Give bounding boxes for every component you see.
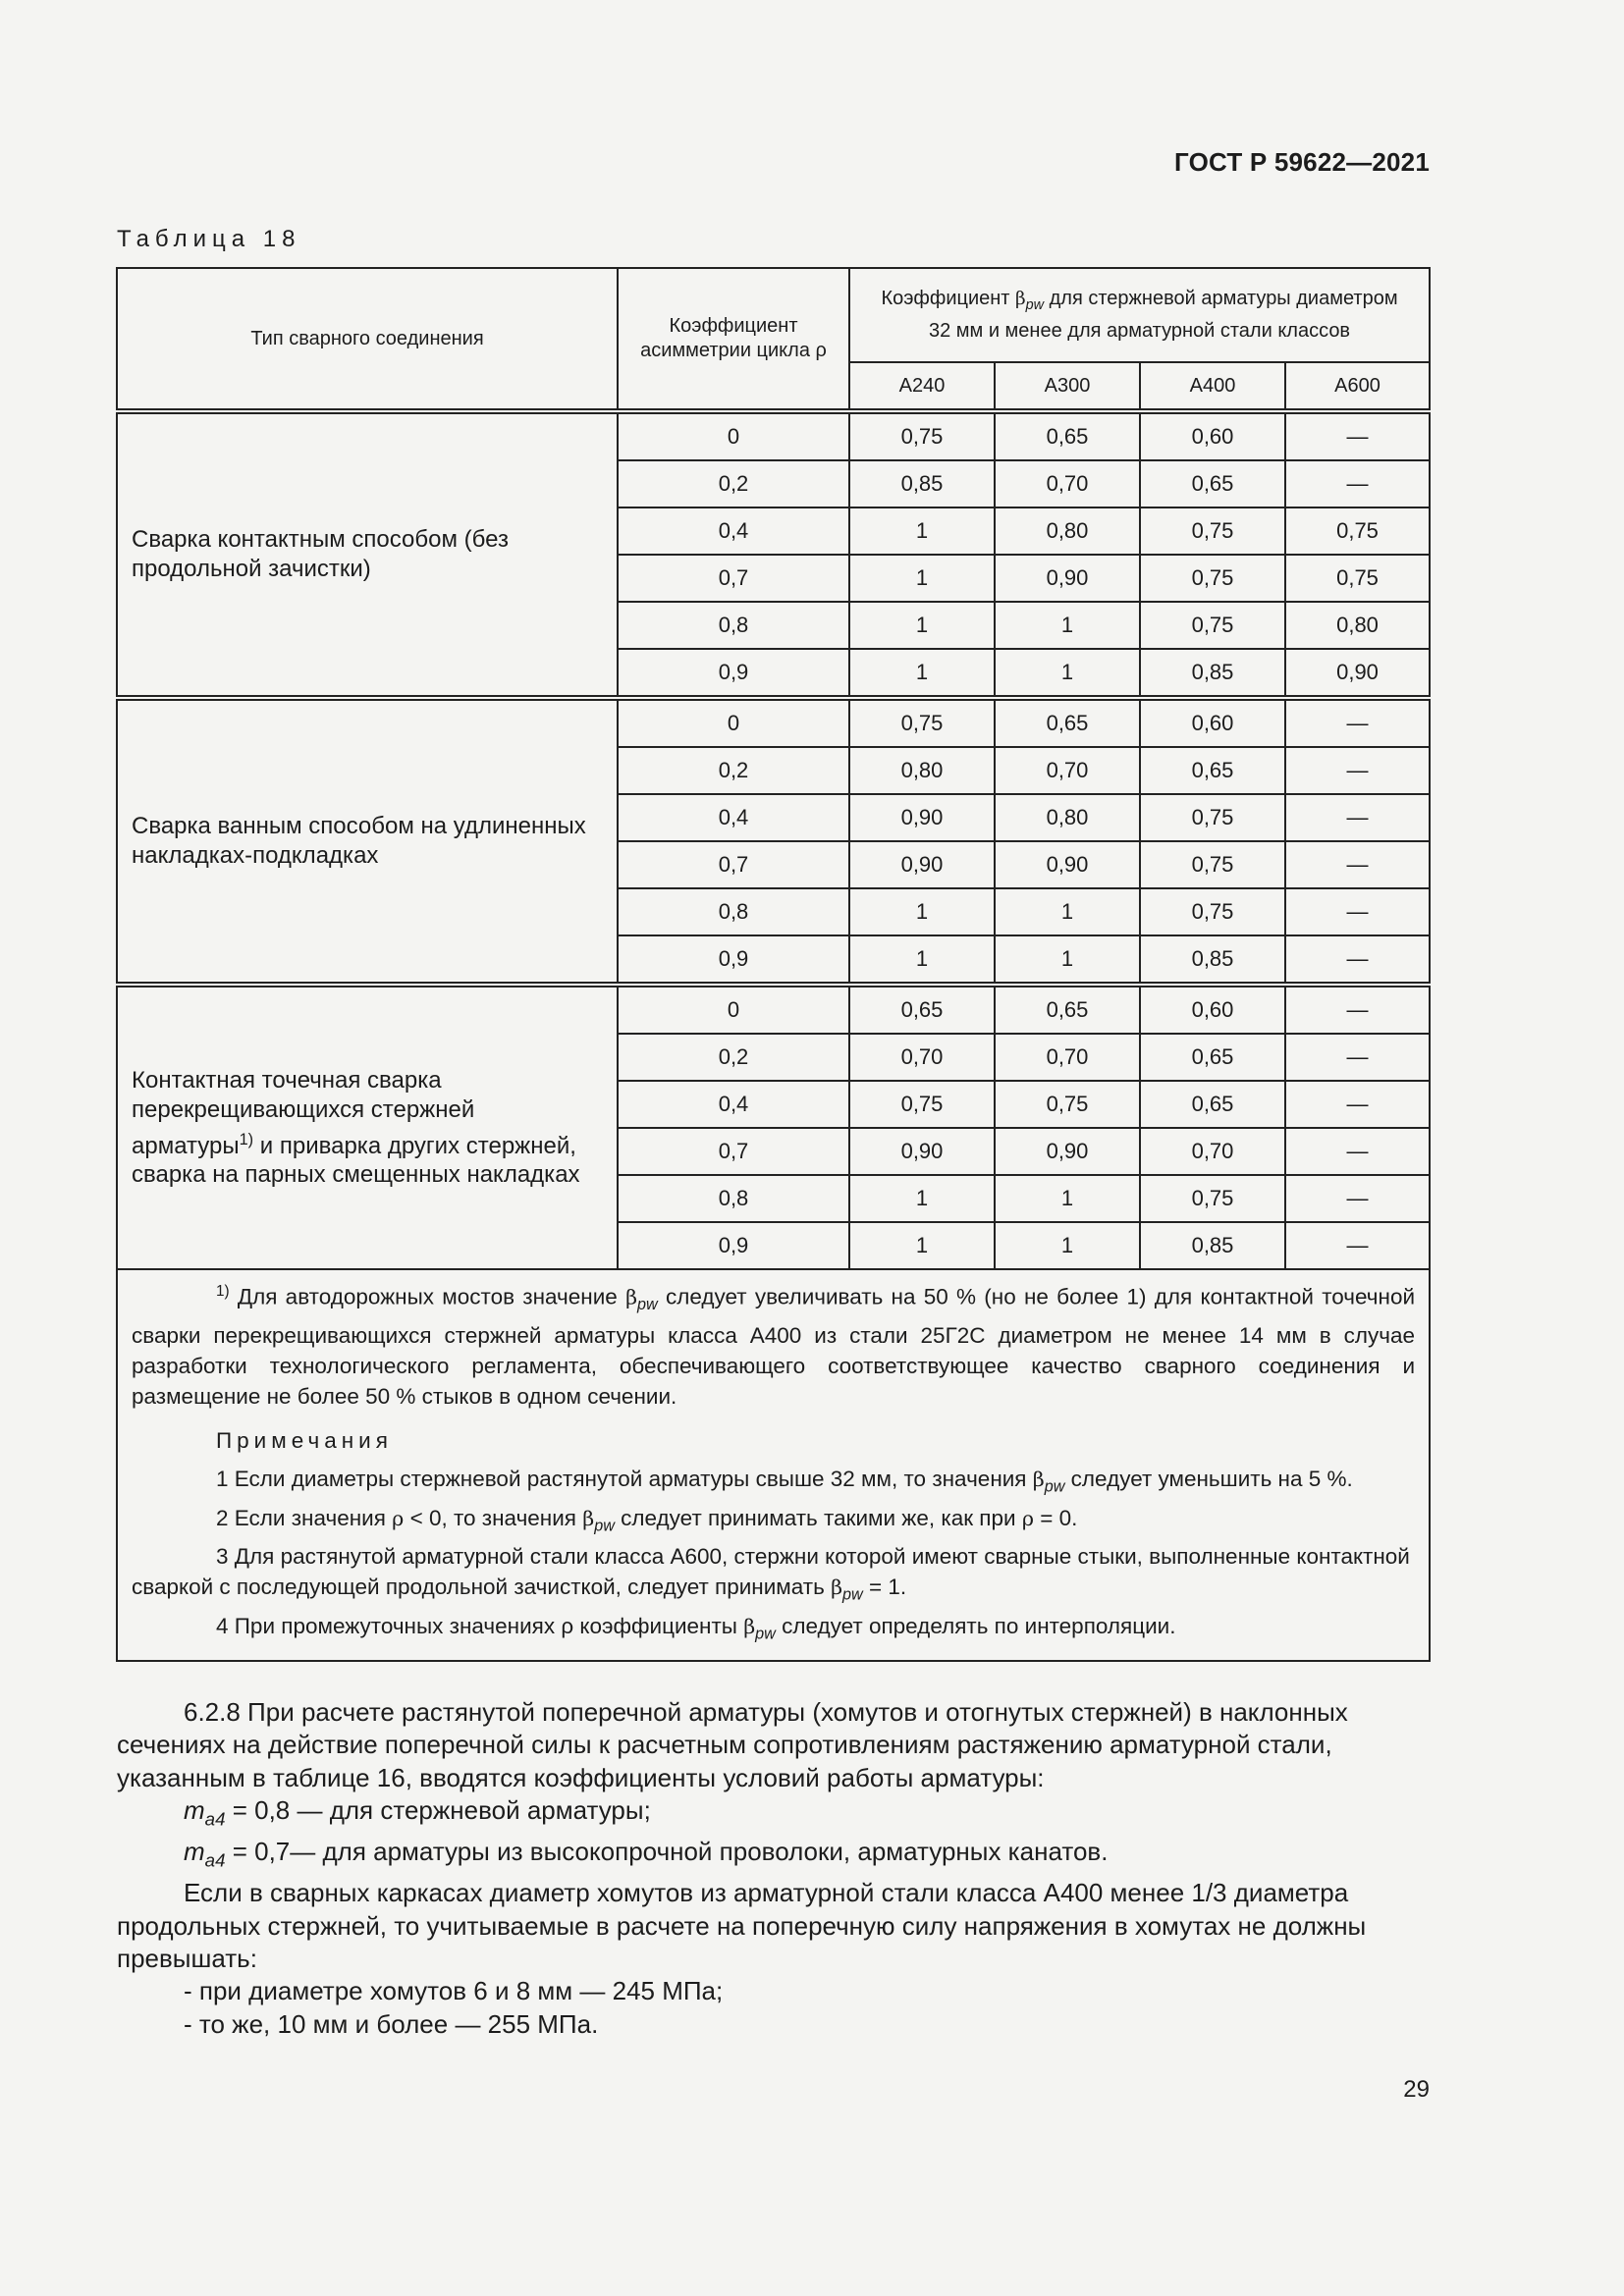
value-cell: —: [1285, 985, 1430, 1034]
header-weld-type: Тип сварного соединения: [117, 268, 618, 411]
coefficient-table: [116, 267, 1431, 1662]
value-cell: 1: [849, 1175, 995, 1222]
note-4: 4 При промежуточных значениях ρ коэффициенты $\beta_{pw}$ следует определять по интерполяции.: [216, 1614, 1176, 1643]
value-cell: 1: [849, 935, 995, 985]
rho-cell: 0,9: [618, 1222, 849, 1269]
value-cell: 0,80: [1285, 602, 1430, 649]
rho-cell: 0,4: [618, 507, 849, 555]
value-cell: 0,70: [995, 1034, 1140, 1081]
value-cell: 0,85: [1140, 935, 1285, 985]
list-item: - при диаметре хомутов 6 и 8 мм — 245 МПа;: [184, 1976, 724, 2006]
value-cell: 0,60: [1140, 985, 1285, 1034]
value-cell: 1: [849, 507, 995, 555]
value-cell: —: [1285, 747, 1430, 794]
value-cell: 1: [995, 888, 1140, 935]
value-cell: 1: [995, 1175, 1140, 1222]
rho-cell: 0,2: [618, 460, 849, 507]
value-cell: 0,75: [1140, 888, 1285, 935]
value-cell: 1: [995, 935, 1140, 985]
value-cell: 0,75: [1140, 602, 1285, 649]
rho-cell: 0,7: [618, 555, 849, 602]
note-3: 3 Для растянутой арматурной стали класса А600, стержни которой имеют сварные стыки, выполненные контактной сваркой с последующей продольной зачисткой, следует принимать $\beta_{pw} = 1$.: [132, 1544, 1410, 1605]
rho-cell: 0,4: [618, 1081, 849, 1128]
value-cell: 0,65: [849, 985, 995, 1034]
value-cell: —: [1285, 698, 1430, 747]
value-cell: —: [1285, 1081, 1430, 1128]
value-cell: 1: [849, 649, 995, 698]
value-cell: 0,65: [1140, 460, 1285, 507]
value-cell: 0,70: [995, 747, 1140, 794]
value-cell: 0,75: [849, 1081, 995, 1128]
table-row: [117, 411, 1430, 460]
value-cell: —: [1285, 411, 1430, 460]
paragraph-6-2-8: 6.2.8 При расчете растянутой поперечной арматуры (хомутов и отогнутых стержней) в наклонных сечениях на действие поперечной силы к расчетным сопротивлениям растяжению арматурной стали, указанным в таблице 16, вводятся коэффициенты условий работы арматуры:: [117, 1697, 1348, 1792]
note-1: 1 Если диаметры стержневой растянутой арматуры свыше 32 мм, то значения $\beta_{pw}$ следует уменьшить на 5 %.: [216, 1467, 1353, 1496]
weld-type-cell: Сварка контактным способом (без продольной зачистки): [117, 411, 618, 698]
group-spot-welding: [117, 985, 1430, 1269]
value-cell: 0,90: [995, 1128, 1140, 1175]
note-2: 2 Если значения ρ < 0, то значения $\beta_{pw}$ следует принимать такими же, как при ρ = 0.: [216, 1505, 1078, 1535]
table-caption: Таблица 18: [117, 226, 301, 252]
coefficient-m-a4-second: $m_{a4}$ = 0,7— для арматуры из высокопрочной проволоки, арматурных канатов.: [184, 1837, 1109, 1871]
value-cell: 0,80: [995, 794, 1140, 841]
rho-cell: 0: [618, 698, 849, 747]
group-contact-welding: [117, 411, 1430, 698]
value-cell: —: [1285, 1128, 1430, 1175]
value-cell: —: [1285, 888, 1430, 935]
header-class-a600: А600: [1285, 362, 1430, 411]
value-cell: 0,75: [995, 1081, 1140, 1128]
rho-cell: 0,7: [618, 1128, 849, 1175]
value-cell: —: [1285, 1222, 1430, 1269]
rho-cell: 0,9: [618, 649, 849, 698]
value-cell: 0,75: [1285, 555, 1430, 602]
table-row: [117, 985, 1430, 1034]
rho-cell: 0,4: [618, 794, 849, 841]
table-notes: [117, 1269, 1430, 1661]
value-cell: —: [1285, 460, 1430, 507]
value-cell: 0,75: [1140, 1175, 1285, 1222]
header-class-a400: А400: [1140, 362, 1285, 411]
value-cell: 0,85: [1140, 649, 1285, 698]
header-class-a300: А300: [995, 362, 1140, 411]
value-cell: 0,90: [995, 841, 1140, 888]
rho-cell: 0,8: [618, 602, 849, 649]
value-cell: 0,75: [849, 411, 995, 460]
header-beta-coefficient: Коэффициент $\beta_{pw}$ для стержневой арматуры диаметром 32 мм и менее для арматурной стали классов: [849, 268, 1430, 362]
value-cell: 0,70: [995, 460, 1140, 507]
value-cell: —: [1285, 841, 1430, 888]
value-cell: 0,65: [1140, 747, 1285, 794]
value-cell: 0,90: [849, 841, 995, 888]
value-cell: —: [1285, 935, 1430, 985]
value-cell: 0,65: [1140, 1081, 1285, 1128]
value-cell: 0,90: [1285, 649, 1430, 698]
rho-cell: 0,9: [618, 935, 849, 985]
value-cell: —: [1285, 1175, 1430, 1222]
value-cell: 0,75: [1285, 507, 1430, 555]
rho-cell: 0,2: [618, 747, 849, 794]
value-cell: 1: [849, 1222, 995, 1269]
value-cell: 0,70: [849, 1034, 995, 1081]
header-class-a240: А240: [849, 362, 995, 411]
value-cell: 0,65: [1140, 1034, 1285, 1081]
value-cell: —: [1285, 794, 1430, 841]
value-cell: 1: [995, 1222, 1140, 1269]
value-cell: 0,80: [995, 507, 1140, 555]
rho-cell: 0,8: [618, 1175, 849, 1222]
value-cell: 0,75: [1140, 794, 1285, 841]
value-cell: 0,60: [1140, 698, 1285, 747]
value-cell: 0,65: [995, 698, 1140, 747]
value-cell: 0,90: [995, 555, 1140, 602]
rho-cell: 0,8: [618, 888, 849, 935]
value-cell: 0,90: [849, 794, 995, 841]
value-cell: 0,80: [849, 747, 995, 794]
rho-cell: 0,2: [618, 1034, 849, 1081]
value-cell: 0,65: [995, 985, 1140, 1034]
value-cell: 0,70: [1140, 1128, 1285, 1175]
value-cell: 0,75: [849, 698, 995, 747]
paragraph-stirrups: Если в сварных каркасах диаметр хомутов из арматурной стали класса А400 менее 1/3 диаметра продольных стержней, то учитываемые в расчете на поперечную силу напряжения в хомутах не должны превышать:: [117, 1878, 1367, 1973]
value-cell: 0,75: [1140, 841, 1285, 888]
value-cell: 1: [849, 888, 995, 935]
value-cell: 0,60: [1140, 411, 1285, 460]
page-number: 29: [1403, 2076, 1430, 2103]
table-row: [117, 698, 1430, 747]
notes-title: Примечания: [216, 1428, 393, 1454]
value-cell: 1: [995, 602, 1140, 649]
coefficient-m-a4-first: $m_{a4} = 0,8$ — для стержневой арматуры;: [184, 1795, 651, 1830]
body-text: [117, 1696, 1431, 2041]
rho-cell: 0: [618, 411, 849, 460]
value-cell: 0,65: [995, 411, 1140, 460]
weld-type-cell: Сварка ванным способом на удлиненных накладках-подкладках: [117, 698, 618, 985]
value-cell: 0,85: [849, 460, 995, 507]
value-cell: 1: [849, 602, 995, 649]
value-cell: —: [1285, 1034, 1430, 1081]
document-code: ГОСТ Р 59622—2021: [1174, 147, 1430, 177]
value-cell: 0,75: [1140, 507, 1285, 555]
header-asymmetry-coefficient: Коэффициент асимметрии цикла ρ: [618, 268, 849, 411]
rho-cell: 0,7: [618, 841, 849, 888]
list-item: - то же, 10 мм и более — 255 МПа.: [184, 2008, 599, 2039]
value-cell: 1: [849, 555, 995, 602]
value-cell: 0,75: [1140, 555, 1285, 602]
group-bath-welding: [117, 698, 1430, 985]
value-cell: 1: [995, 649, 1140, 698]
weld-type-cell: Контактная точечная сварка перекрещивающихся стержней арматуры$^{1)}$ и приварка других стержней, сварка на парных смещенных накладках: [117, 985, 618, 1269]
value-cell: 0,85: [1140, 1222, 1285, 1269]
rho-cell: 0: [618, 985, 849, 1034]
footnote: $^{1)}$ Для автодорожных мостов значение $\beta_{pw}$ следует увеличивать на 50 % (но не более 1) для контактной точечной сварки перекрещивающихся стержней арматуры класса А400 из стали 25Г2С диаметром не менее 14 мм в случае разработки технологического регламента, обеспечивающего соответствующее качество сварного соединения и размещение не более 50 % стыков в одном сечении.: [132, 1283, 1416, 1410]
value-cell: 0,90: [849, 1128, 995, 1175]
